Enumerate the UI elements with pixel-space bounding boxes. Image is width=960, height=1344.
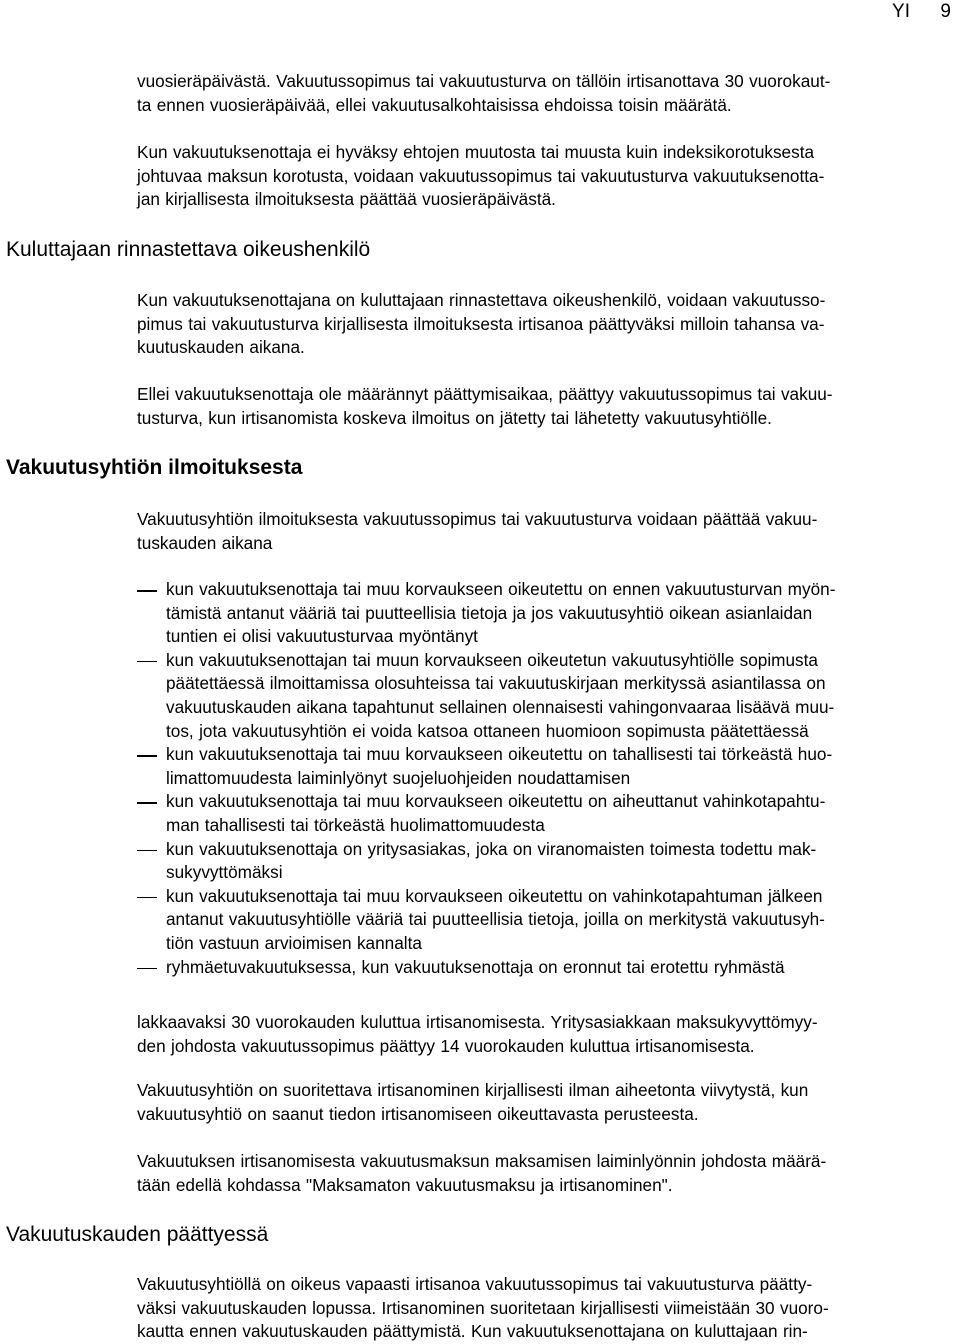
text-line: Vakuutusyhtiöllä on oikeus vapaasti irtisanoa vakuutussopimus tai vakuutusturva päätty- (137, 1274, 813, 1294)
text-line: johtuvaa maksun korotusta, voidaan vakuutussopimus tai vakuutusturva vakuutuksenotta- (137, 165, 825, 186)
text-line: antanut vakuutusyhtiölle vääriä tai puutteellisia tietoja, joilla on merkitystä vakuutusyh- (166, 909, 825, 930)
text-line: Kun vakuutuksenottajana on kuluttajaan rinnastettava oikeushenkilö, voidaan vakuutusso- (137, 290, 826, 310)
text-line: kun vakuutuksenottajan tai muun korvaukseen oikeutetun vakuutusyhtiölle sopimusta (166, 649, 818, 670)
text-line: lakkaavaksi 30 vuorokauden kuluttua irtisanomisesta. Yritysasiakkaan maksukyvyttömyy- (137, 1012, 818, 1032)
text-line: tiön vastuun arvioimisen kannalta (166, 932, 422, 953)
paragraph-consumer-1 (137, 289, 952, 360)
text-line: pimus tai vakuutusturva kirjallisesta ilmoituksesta irtisanoa päättyväksi milloin tahansa va- (137, 313, 825, 334)
text-line: tuskauden aikana (137, 532, 273, 553)
text-line: Vakuutusyhtiön ilmoituksesta vakuutussopimus tai vakuutusturva voidaan päättää vakuu- (137, 509, 818, 529)
paragraph-index-increase (137, 141, 952, 212)
dash-bullet-icon (137, 590, 157, 592)
text-line: tään edellä kohdassa "Maksamaton vakuutusmaksu ja irtisanominen". (137, 1174, 673, 1195)
text-line: väksi vakuutuskauden lopussa. Irtisanominen suoritetaan kirjallisesti viimeistään 30 vuoro- (137, 1297, 829, 1318)
text-line: Ellei vakuutuksenottaja ole määrännyt päättymisaikaa, päättyy vakuutussopimus tai vakuu- (137, 384, 833, 404)
heading-period-end: Vakuutuskauden päättyessä (6, 1223, 269, 1246)
header-document-code: YI (892, 1, 910, 22)
text-line: limattomuudesta laiminlyönyt suojeluohjeiden noudattamisen (166, 767, 631, 788)
text-line: vuosieräpäivästä. Vakuutussopimus tai vakuutusturva on tällöin irtisanottava 30 vuorokaut- (137, 71, 831, 91)
text-line: kautta ennen vakuutuskauden päättymistä. Kun vakuutuksenottajana on kuluttajaan rin- (137, 1321, 808, 1342)
text-line: Kun vakuutuksenottaja ei hyväksy ehtojen muutosta tai muusta kuin indeksikorotuksesta (137, 142, 815, 162)
dash-bullet-icon (137, 755, 157, 757)
paragraph-after-list-3 (137, 1150, 952, 1197)
text-line: jan kirjallisesta ilmoituksesta päättää vuosieräpäivästä. (137, 189, 556, 210)
list-item (137, 885, 952, 956)
text-line: Vakuutuksen irtisanomisesta vakuutusmaksun maksamisen laiminlyönnin johdosta määrä- (137, 1151, 827, 1171)
paragraph-intro (137, 70, 952, 117)
text-line: tuntien ei olisi vakuutusturvaa myöntänyt (166, 626, 478, 647)
heading-consumer-equivalent: Kuluttajaan rinnastettava oikeushenkilö (6, 238, 371, 261)
text-line: tämistä antanut vääriä tai puutteellisia tietoja ja jos vakuutusyhtiö oikean asianlaidan (166, 602, 813, 623)
list-item (137, 956, 952, 980)
text-line: ryhmäetuvakuutuksessa, kun vakuutuksenottaja on eronnut tai erotettu ryhmästä (166, 956, 785, 977)
text-line: kun vakuutuksenottaja tai muu korvaukseen oikeutettu on vahinkotapahtuman jälkeen (166, 885, 823, 906)
dash-bullet-icon (137, 850, 157, 852)
text-line: ta ennen vuosieräpäivää, ellei vakuutusalkohtaisissa ehdoissa toisin määrätä. (137, 94, 732, 115)
paragraph-consumer-2 (137, 383, 952, 430)
text-line: kun vakuutuksenottaja tai muu korvaukseen oikeutettu on tahallisesti tai törkeästä huo- (166, 744, 833, 765)
dash-bullet-icon (137, 897, 157, 899)
paragraph-period-end (137, 1273, 952, 1344)
paragraph-after-list-2 (137, 1079, 952, 1126)
list-item (137, 649, 952, 743)
text-line: päätettäessä ilmoittamissa olosuhteissa tai vakuutuskirjaan merkityssä asiantilassa on (166, 673, 826, 694)
text-line: kun vakuutuksenottaja tai muu korvaukseen oikeutettu on aiheuttanut vahinkotapahtu- (166, 791, 826, 812)
header-page-number: 9 (940, 1, 951, 22)
text-line: tos, jota vakuutusyhtiön ei voida katsoa ottaneen huomioon sopimusta päätettäessä (166, 720, 809, 741)
heading-company-notice: Vakuutusyhtiön ilmoituksesta (6, 456, 303, 479)
text-line: tusturva, kun irtisanomista koskeva ilmoitus on jätetty tai lähetetty vakuutusyhtiölle. (137, 407, 772, 428)
list-item (137, 743, 952, 790)
text-line: vakuutuskauden aikana tapahtunut sellainen olennaisesti vahingonvaaraa lisäävä muu- (166, 696, 835, 717)
text-line: vakuutusyhtiö on saanut tiedon irtisanomiseen oikeuttavasta perusteesta. (137, 1103, 699, 1124)
dash-bullet-icon (137, 661, 157, 663)
list-item (137, 578, 952, 649)
list-item (137, 838, 952, 885)
paragraph-after-list-1 (137, 1011, 952, 1058)
text-line: sukyvyttömäksi (166, 862, 283, 883)
list-item (137, 790, 952, 837)
dash-bullet-icon (137, 802, 157, 804)
text-line: den johdosta vakuutussopimus päättyy 14 vuorokauden kuluttua irtisanomisesta. (137, 1035, 755, 1056)
paragraph-company-intro (137, 508, 952, 555)
text-line: kun vakuutuksenottaja tai muu korvaukseen oikeutettu on ennen vakuutusturvan myön- (166, 579, 836, 599)
dash-bullet-icon (137, 968, 157, 970)
text-line: Vakuutusyhtiön on suoritettava irtisanominen kirjallisesti ilman aiheetonta viivytystä, kun (137, 1080, 809, 1100)
termination-grounds-list (137, 578, 952, 979)
text-line: kun vakuutuksenottaja on yritysasiakas, joka on viranomaisten toimesta todettu mak- (166, 838, 817, 859)
text-line: kuutuskauden aikana. (137, 337, 305, 358)
text-line: man tahallisesti tai törkeästä huolimattomuudesta (166, 814, 545, 835)
